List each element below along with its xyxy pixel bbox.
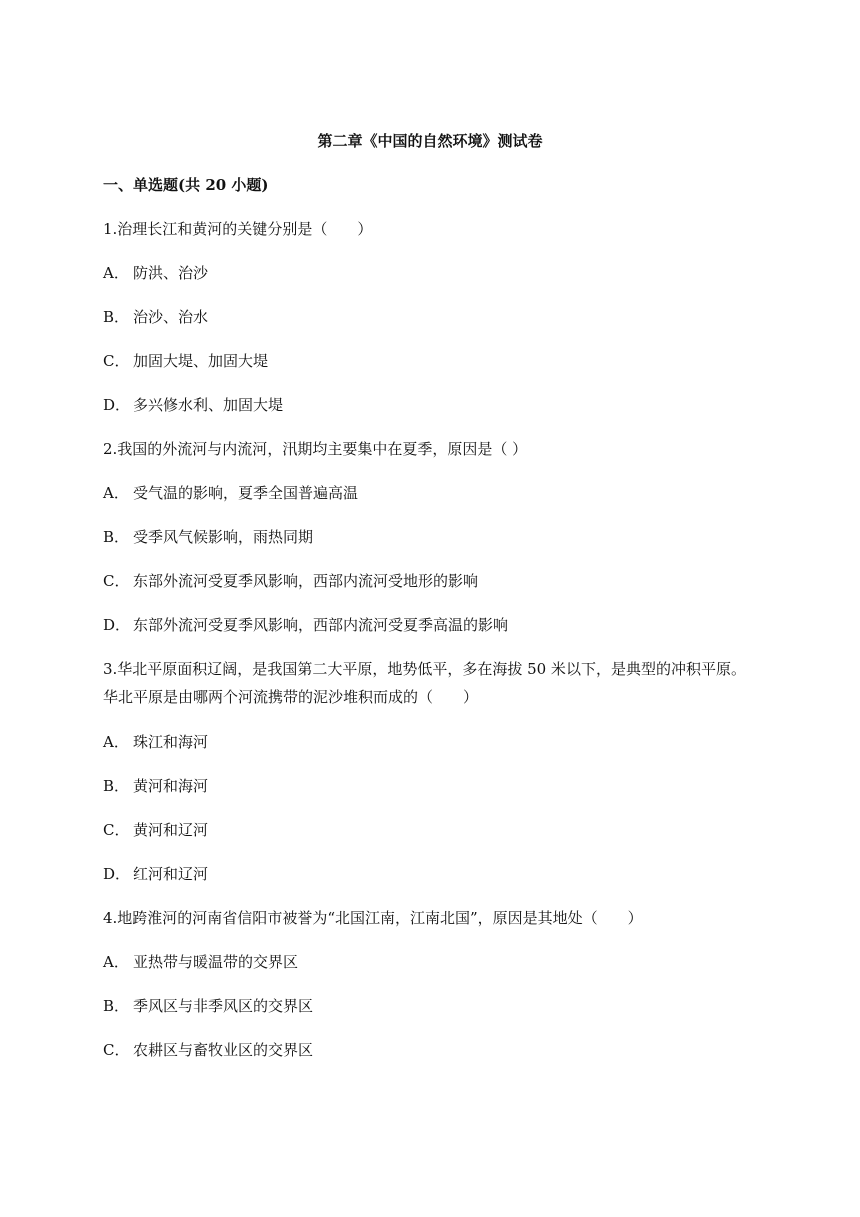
question-3-stem-line-2: 华北平原是由哪两个河流携带的泥沙堆积而成的（ ） [103, 688, 479, 706]
question-1-option-d [103, 395, 283, 415]
question-1-option-b [103, 307, 208, 327]
option-letter: B． [103, 777, 130, 795]
option-text: 黄河和海河 [133, 777, 209, 795]
option-text: 农耕区与畜牧业区的交界区 [133, 1041, 314, 1059]
option-letter: B． [103, 308, 130, 326]
option-text: 黄河和辽河 [133, 821, 209, 839]
question-3-option-d [103, 864, 208, 884]
option-letter: D． [103, 396, 131, 414]
option-text: 防洪、治沙 [133, 264, 209, 282]
question-1-stem: 1.治理长江和黄河的关键分别是（ ） [103, 220, 373, 238]
question-1-option-c [103, 351, 268, 371]
option-text: 治沙、治水 [133, 308, 209, 326]
option-text: 季风区与非季风区的交界区 [133, 997, 314, 1015]
option-letter: D． [103, 616, 131, 634]
option-text: 珠江和海河 [133, 733, 209, 751]
question-2-option-a [103, 483, 358, 503]
question-3-option-c [103, 820, 208, 840]
question-1-option-a [103, 263, 208, 283]
question-4-option-b [103, 996, 313, 1016]
question-3-stem-line-1: 3.华北平原面积辽阔，是我国第二大平原，地势低平，多在海拔 50 米以下，是典型的冲积平原。 [103, 660, 746, 678]
option-text: 受气温的影响，夏季全国普遍高温 [133, 484, 359, 502]
question-2-option-c [103, 571, 478, 591]
option-letter: D． [103, 865, 131, 883]
question-4-option-c [103, 1040, 313, 1060]
option-text: 东部外流河受夏季风影响，西部内流河受夏季高温的影响 [133, 616, 509, 634]
option-text: 红河和辽河 [133, 865, 209, 883]
option-text: 亚热带与暖温带的交界区 [133, 953, 299, 971]
question-2-stem: 2.我国的外流河与内流河，汛期均主要集中在夏季，原因是（ ） [103, 440, 528, 458]
option-letter: A． [103, 264, 129, 282]
question-3-option-a [103, 732, 208, 752]
question-2-option-d [103, 615, 508, 635]
option-text: 受季风气候影响，雨热同期 [133, 528, 314, 546]
question-2-option-b [103, 527, 313, 547]
option-letter: B． [103, 997, 130, 1015]
option-letter: C． [103, 572, 130, 590]
option-letter: C． [103, 352, 130, 370]
option-letter: C． [103, 1041, 130, 1059]
option-letter: A． [103, 953, 129, 971]
document-title: 第二章《中国的自然环境》测试卷 [317, 132, 543, 150]
section-heading: 一、单选题(共 20 小题) [103, 176, 269, 194]
option-text: 加固大堤、加固大堤 [133, 352, 269, 370]
option-text: 多兴修水利、加固大堤 [133, 396, 284, 414]
option-letter: B． [103, 528, 130, 546]
option-text: 东部外流河受夏季风影响，西部内流河受地形的影响 [133, 572, 479, 590]
question-4-option-a [103, 952, 298, 972]
question-3-option-b [103, 776, 208, 796]
question-4-stem: 4.地跨淮河的河南省信阳市被誉为“北国江南，江南北国”，原因是其地处（ ） [103, 909, 643, 927]
option-letter: A． [103, 484, 129, 502]
option-letter: A． [103, 733, 129, 751]
option-letter: C． [103, 821, 130, 839]
